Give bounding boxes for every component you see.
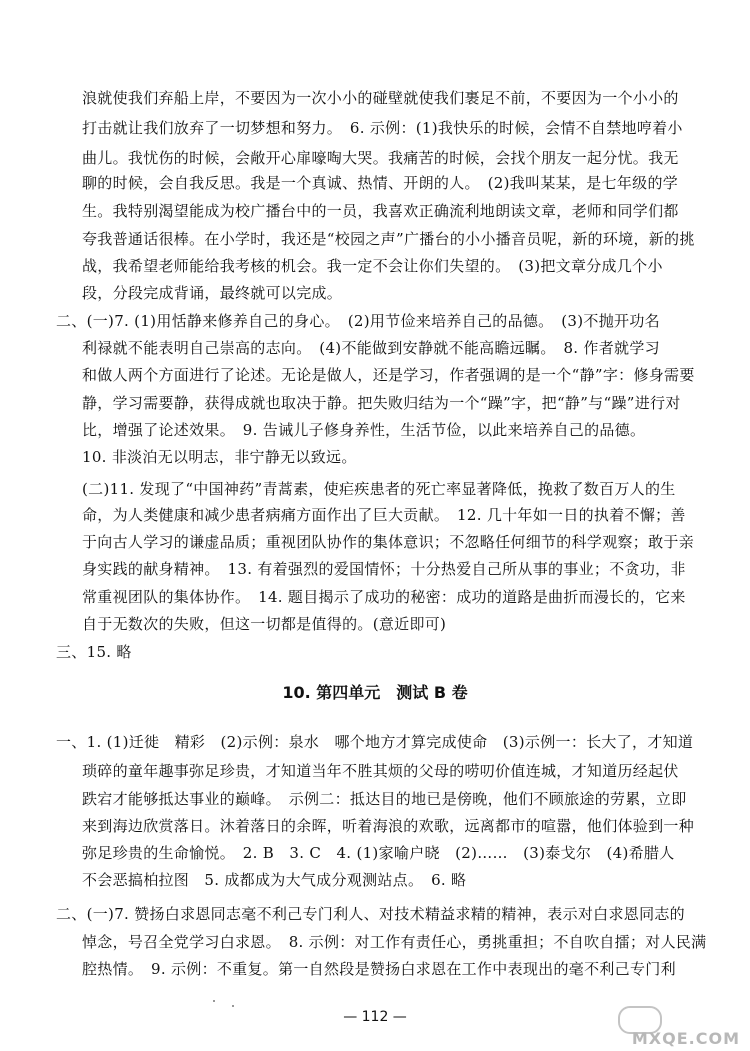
text-line: 常重视团队的集体协作。 14. 题目揭示了成功的秘密：成功的道路是曲折而漫长的，它来	[82, 588, 686, 606]
text-line: 二、(一)7. (1)用恬静来修养自己的身心。 (2)用节俭来培养自己的品德。 (3)不抛开功名	[56, 312, 660, 330]
text-line: 弥足珍贵的生命愉悦。 2. B 3. C 4. (1)家喻户晓 (2)…… (3)泰戈尔 (4)希腊人	[82, 844, 675, 862]
text-line: 10. 非淡泊无以明志，非宁静无以致远。	[82, 448, 357, 466]
section-heading: 10. 第四单元 测试 B 卷	[282, 683, 468, 702]
text-line: 一、1. (1)迁徙 精彩 (2)示例：泉水 哪个地方才算完成使命 (3)示例一：长大了，才知道	[56, 733, 694, 751]
text-line: 三、15. 略	[56, 643, 132, 661]
text-line: 身实践的献身精神。 13. 有着强烈的爱国情怀；十分热爱自己所从事的事业；不贪功，非	[82, 560, 686, 578]
text-line: 利禄就不能表明自己崇高的志向。 (4)不能做到安静就不能高瞻远瞩。 8. 作者就学习	[82, 339, 660, 357]
text-line: 悼念，号召全党学习白求恩。 8. 示例：对工作有责任心，勇挑重担；不自吹自擂；对人民满	[82, 933, 707, 951]
text-line: 比，增强了论述效果。 9. 告诫儿子修身养性，生活节俭，以此来培养自己的品德。	[82, 421, 646, 439]
text-line: 浪就使我们弃船上岸，不要因为一次小小的碰壁就使我们裹足不前，不要因为一个小小的	[82, 89, 679, 107]
text-line: 段，分段完成背诵，最终就可以完成。	[82, 284, 343, 302]
text-line: 腔热情。 9. 示例：不重复。第一自然段是赞扬白求恩在工作中表现出的毫不利己专门利	[82, 960, 676, 978]
text-line: 跌宕才能够抵达事业的巅峰。 示例二：抵达目的地已是傍晚，他们不顾旅途的劳累，立即	[82, 790, 687, 808]
text-line: 二、(一)7. 赞扬白求恩同志毫不利己专门利人、对技术精益求精的精神，表示对白求恩同志的	[56, 905, 685, 923]
text-line: 战，我希望老师能给我考核的机会。我一定不会让你们失望的。 (3)把文章分成几个小	[82, 257, 663, 275]
text-line: 来到海边欣赏落日。沐着落日的余晖，听着海浪的欢歌，远离都市的喧嚣，他们体验到一种	[82, 817, 695, 835]
text-line: 不会恶搞柏拉图 5. 成都成为大气成分观测站点。 6. 略	[82, 871, 467, 889]
text-line: 静，学习需要静，获得成就也取决于静。把失败归结为一个“躁”字，把“静”与“躁”进行对	[82, 394, 681, 412]
text-line: 自于无数次的失败，但这一切都是值得的。(意近即可)	[82, 615, 447, 633]
watermark-logo	[618, 1004, 742, 1048]
page-number: — 112 —	[343, 1009, 407, 1025]
text-line: 和做人两个方面进行了论述。无论是做人，还是学习，作者强调的是一个“静”字：修身需要	[82, 366, 695, 384]
text-line: 夸我普通话很棒。在小学时，我还是“校园之声”广播台的小小播音员呢，新的环境，新的挑	[82, 230, 695, 248]
scan-speck	[232, 1005, 234, 1007]
text-line: 于向古人学习的谦虚品质；重视团队协作的集体意识；不忽略任何细节的科学观察；敢于亲	[82, 533, 695, 551]
watermark-text: MXQE.COM	[631, 1029, 740, 1048]
text-line: 打击就让我们放弃了一切梦想和努力。 6. 示例：(1)我快乐的时候，会情不自禁地哼着小	[82, 119, 683, 137]
text-line: 琐碎的童年趣事弥足珍贵，才知道当年不胜其烦的父母的唠叨价值连城，才知道历经起伏	[82, 762, 679, 780]
text-line: 生。我特别渴望能成为校广播台中的一员，我喜欢正确流利地朗读文章，老师和同学们都	[82, 202, 679, 220]
text-line: 聊的时候，会自我反思。我是一个真诚、热情、开朗的人。 (2)我叫某某，是七年级的学	[82, 174, 679, 192]
text-line: 曲儿。我忧伤的时候，会敞开心扉嚎啕大哭。我痛苦的时候，会找个朋友一起分忧。我无	[82, 149, 679, 167]
text-line: 命，为人类健康和减少患者病痛方面作出了巨大贡献。 12. 几十年如一日的执着不懈；善	[82, 506, 686, 524]
text-line: (二)11. 发现了“中国神药”青蒿素，使疟疾患者的死亡率显著降低，挽救了数百万人的生	[82, 480, 676, 498]
scan-speck	[213, 1000, 215, 1002]
